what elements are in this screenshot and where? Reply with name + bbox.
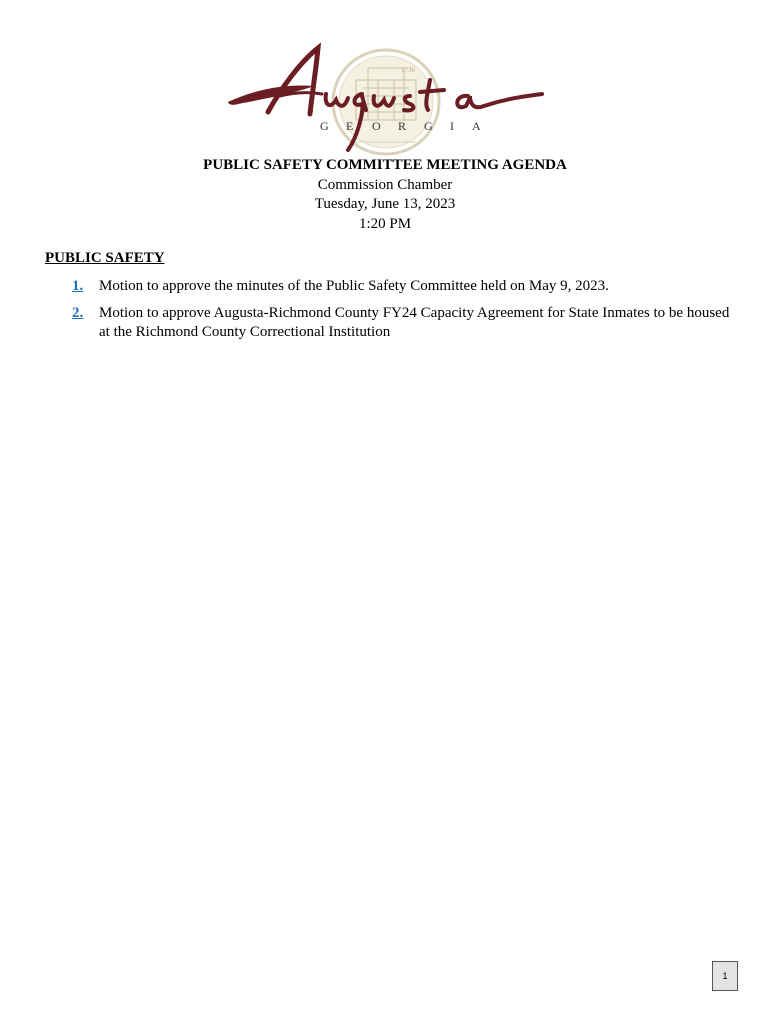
meeting-date: Tuesday, June 13, 2023	[314, 196, 456, 212]
section-title: PUBLIC SAFETY	[45, 250, 165, 266]
agenda-title: PUBLIC SAFETY COMMITTEE MEETING AGENDA	[203, 157, 567, 173]
georgia-text: G E O R G I A	[320, 119, 481, 133]
meeting-location: Commission Chamber	[317, 176, 453, 193]
agenda-item	[45, 304, 735, 342]
augusta-georgia-logo	[218, 40, 554, 158]
svg-text:1736: 1736	[401, 66, 415, 74]
agenda-item-link[interactable]: 2.	[72, 305, 84, 321]
page-number: 1	[712, 961, 738, 991]
agenda-item	[45, 277, 735, 296]
augusta-logo-graphic	[218, 40, 554, 158]
agenda-heading	[0, 156, 770, 234]
agenda-item-link[interactable]: 1.	[72, 278, 84, 294]
agenda-item-text: Motion to approve the minutes of the Public Safety Committee held on May 9, 2023.	[99, 278, 609, 294]
agenda-item-text: Motion to approve Augusta-Richmond County FY24 Capacity Agreement for State Inmates to be housed at the Richmond County Correctional Institution	[99, 305, 730, 340]
meeting-time: 1:20 PM	[358, 215, 412, 232]
agenda-list	[45, 277, 735, 350]
